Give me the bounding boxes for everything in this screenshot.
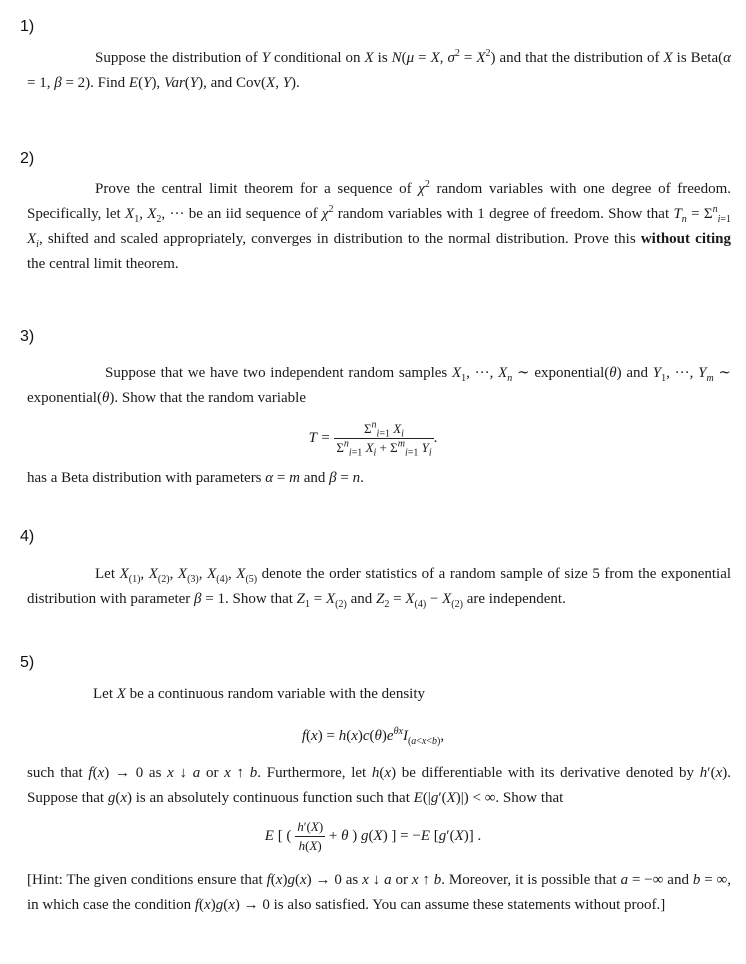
equation-stein xyxy=(0,818,746,855)
problem-1-number: 1) xyxy=(20,18,35,35)
problem-4-number: 4) xyxy=(20,528,35,545)
problem-5-hint xyxy=(27,868,731,918)
problem-5-body: Let X be a continuous random variable with the density xyxy=(93,686,426,702)
problem-4-body: Let $X_{(1)}$, $X_{(2)}$, $X_{(3)}$, $X_{(4)}$, $X_{(5)}$ denote the order statistics of a random sample of size 5 from the exponential distribution with parameter β = 1. Show that $Z_1 = X_{(2)}$ and $Z_2 = X_{(4)} - X_{(2)}$ are independent. xyxy=(27,566,732,610)
equation-T-end: . xyxy=(433,429,438,446)
problem-5-middle xyxy=(27,761,731,811)
problem-2-text xyxy=(27,177,731,277)
problem-3-after xyxy=(27,466,731,491)
problem-4-text xyxy=(27,562,731,612)
problem-5-text xyxy=(27,682,731,707)
equation-density-body: $f(x) = h(x)c(\theta)e^{\theta x}I_{(a<x<b)}$, xyxy=(301,726,445,747)
problem-1-body: Suppose the distribution of Y conditional on X is N(μ = X, $\sigma^2 = X^2$) and that the distribution of X is Beta(α = 1, β = 2). Find E(Y), Var(Y), and Cov(X, Y). xyxy=(27,48,732,91)
equation-stein-denominator: h(X) xyxy=(298,838,322,853)
equation-T-lhs: T = xyxy=(308,429,331,446)
problem-2-body: Prove the central limit theorem for a sequence of $\chi^2$ random variables with one degree of freedom. Specifically, let $X_1$, $X_2$, ··· be an iid sequence of $\chi^2$ random variables with 1 degree of freedom. Show that $T_n = \Sigma^n_{i=1}$ $X_i$, shifted and scaled appropriately, converges in distribution to the normal distribution. Prove this without citing the central limit theorem. xyxy=(27,179,731,272)
equation-T-denominator: $\Sigma^n_{i=1}$ $X_i + \Sigma^m_{i=1}$ $Y_i$ xyxy=(336,438,432,459)
equation-stein-numerator: h′(X) xyxy=(295,818,325,837)
problem-3-body: Suppose that we have two independent random samples $X_1$, ···, $X_n$ ∼ exponential(θ) and $Y_1$, ···, $Y_m$ ∼ exponential(θ). Show that the random variable xyxy=(27,365,731,406)
equation-stein-lhs: E [ ( xyxy=(264,827,292,844)
problem-5-number: 5) xyxy=(20,654,35,671)
problem-1-text xyxy=(27,46,731,96)
equation-T xyxy=(0,420,746,457)
equation-T-numerator: $\Sigma^n_{i=1}$ $X_i$ xyxy=(334,420,433,439)
problem-3-number: 3) xyxy=(20,328,35,345)
problem-3-text xyxy=(27,361,731,411)
equation-density xyxy=(0,724,746,749)
problem-2-number: 2) xyxy=(20,150,35,167)
problem-3-after-body: has a Beta distribution with parameters α = m and β = n. xyxy=(27,470,364,486)
problem-5-hint-body: [Hint: The given conditions ensure that f(x)g(x) → 0 as x ↓ a or x ↑ b. Moreover, it is possible that a = −∞ and b = ∞, in which case the condition f(x)g(x) → 0 is also satisfied. You can assume these statements without proof.] xyxy=(27,872,732,913)
equation-T-fraction xyxy=(334,420,433,457)
problem-5-middle-body: such that f(x) → 0 as x ↓ a or x ↑ b. Furthermore, let h(x) be differentiable with its derivative denoted by h′(x). Suppose that g(x) is an absolutely continuous function such that E(|g′(X)|) < ∞. Show that xyxy=(27,765,731,806)
equation-stein-rhs: + θ ) g(X) ] = −E [g′(X)] . xyxy=(328,827,482,844)
equation-stein-fraction xyxy=(295,818,325,855)
